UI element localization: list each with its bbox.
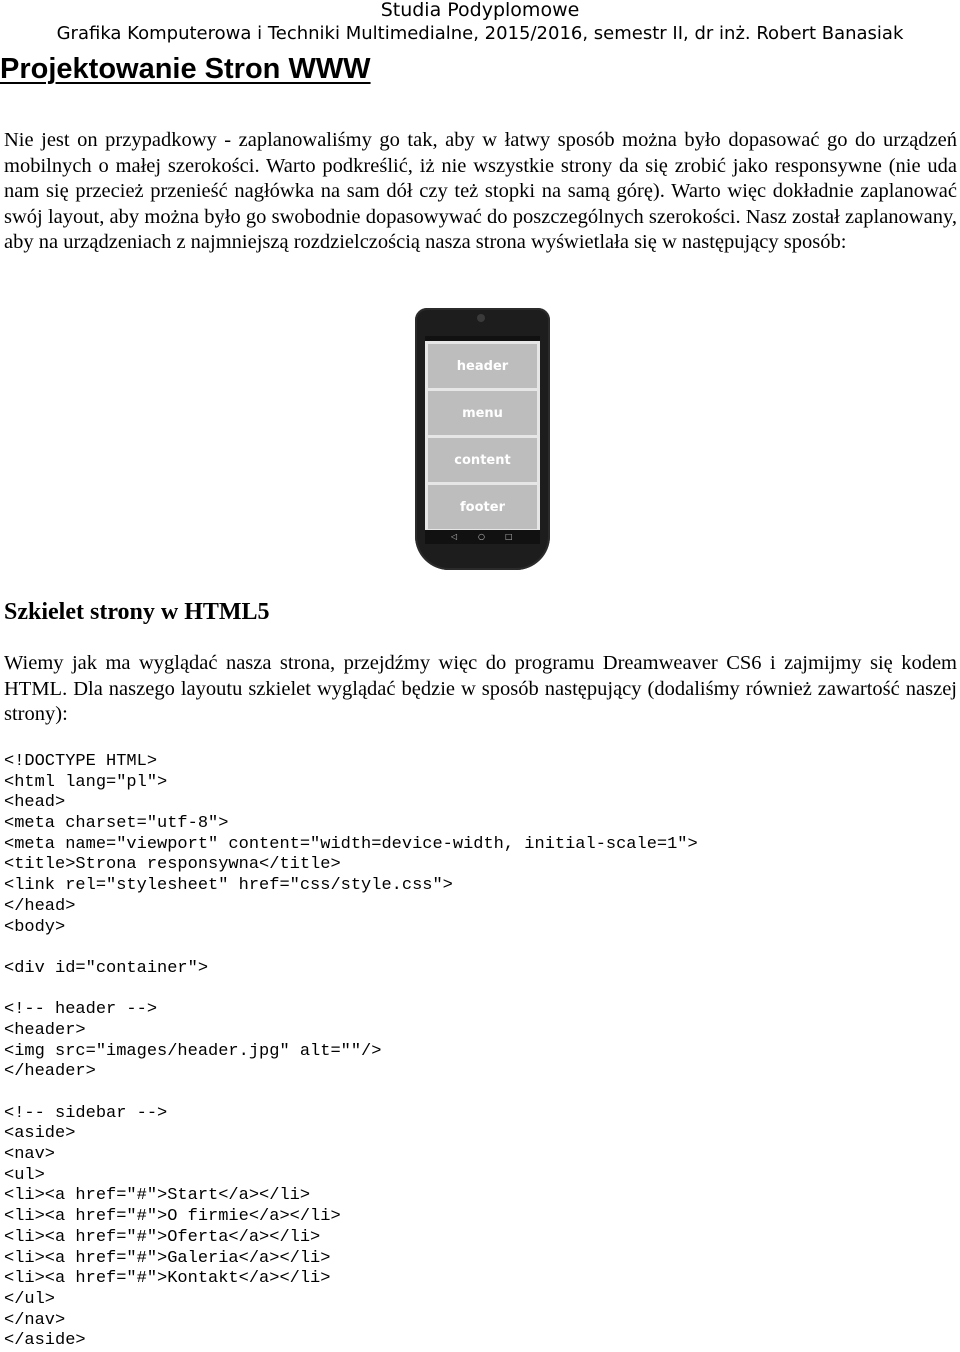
section-heading: Szkielet strony w HTML5 <box>4 599 270 625</box>
phone-body <box>415 308 550 570</box>
code-line: <!-- sidebar --> <box>4 1103 168 1123</box>
code-line: <li><a href="#">Start</a></li> <box>4 1186 311 1206</box>
code-line: <meta charset="utf-8"> <box>4 814 229 834</box>
code-line: <title>Strona responsywna</title> <box>4 855 341 875</box>
status-bar <box>425 336 540 341</box>
code-line: </header> <box>4 1062 96 1082</box>
code-line: </head> <box>4 896 76 916</box>
code-line: <link rel="stylesheet" href="css/style.css"> <box>4 876 453 896</box>
code-line: <div id="container"> <box>4 958 209 978</box>
code-line: <aside> <box>4 1124 76 1144</box>
code-line: <body> <box>4 917 66 937</box>
phone-mockup <box>415 308 550 570</box>
code-line: <!DOCTYPE HTML> <box>4 752 158 771</box>
header-line-1: Studia Podyplomowe <box>380 0 580 21</box>
code-line: </ul> <box>4 1289 56 1309</box>
code-line: <li><a href="#">Galeria</a></li> <box>4 1248 331 1268</box>
code-line <box>4 938 698 959</box>
back-icon: ◁ <box>451 532 458 541</box>
page-title <box>0 52 960 86</box>
code-line: <li><a href="#">Kontakt</a></li> <box>4 1269 331 1289</box>
code-listing <box>4 752 698 1352</box>
code-line: <header> <box>4 1020 86 1040</box>
code-line: <html lang="pl"> <box>4 772 168 792</box>
page-title-text: Projektowanie Stron WWW <box>0 53 371 85</box>
layout-block-header: header <box>428 344 537 388</box>
layout-block-footer: footer <box>428 485 537 529</box>
code-line: <img src="images/header.jpg" alt=""/> <box>4 1041 382 1061</box>
home-icon: ○ <box>478 532 485 541</box>
layout-block-content: content <box>428 438 537 482</box>
code-line: <ul> <box>4 1165 45 1185</box>
code-line: <nav> <box>4 1145 56 1165</box>
code-line: </aside> <box>4 1331 86 1351</box>
code-line: </nav> <box>4 1310 66 1330</box>
header-line-2: Grafika Komputerowa i Techniki Multimedialne, 2015/2016, semestr II, dr inż. Robert Banasiak <box>56 23 904 44</box>
code-line: <!-- header --> <box>4 1000 158 1020</box>
intro-paragraph: Nie jest on przypadkowy - zaplanowaliśmy go tak, aby w łatwy sposób można było dopasować go do urządzeń mobilnych o małej szerokości. Warto podkreślić, iż nie wszystkie strony da się zrobić jako responsywne (nie uda nam się przecież przenieść nagłówka na sam dół czy też stopki na samą górę). Warto więc dokładnie zaplanować swój layout, aby można było go swobodnie dopasowywać do poszczególnych szerokości. Nasz został zaplanowany, aby na urządzeniach z najmniejszą rozdzielczością nasza strona wyświetlała się w następujący sposób: <box>4 129 957 254</box>
camera-icon <box>477 314 485 322</box>
body-paragraph: Wiemy jak ma wyglądać nasza strona, przejdźmy więc do programu Dreamweaver CS6 i zajmijmy się kodem HTML. Dla naszego layoutu szkielet wyglądać będzie w sposób następujący (dodaliśmy również zawartość naszej strony): <box>4 652 957 726</box>
layout-block-menu: menu <box>428 391 537 435</box>
phone-screen <box>425 336 540 544</box>
code-line <box>4 1083 698 1104</box>
recent-apps-icon: □ <box>505 532 513 541</box>
code-line: <li><a href="#">Oferta</a></li> <box>4 1227 321 1247</box>
code-line: <li><a href="#">O firmie</a></li> <box>4 1207 341 1227</box>
code-line: <head> <box>4 793 66 813</box>
code-line: <meta name="viewport" content="width=device-width, initial-scale=1"> <box>4 834 698 854</box>
phone-nav-bar <box>425 530 540 544</box>
code-line <box>4 980 698 1001</box>
